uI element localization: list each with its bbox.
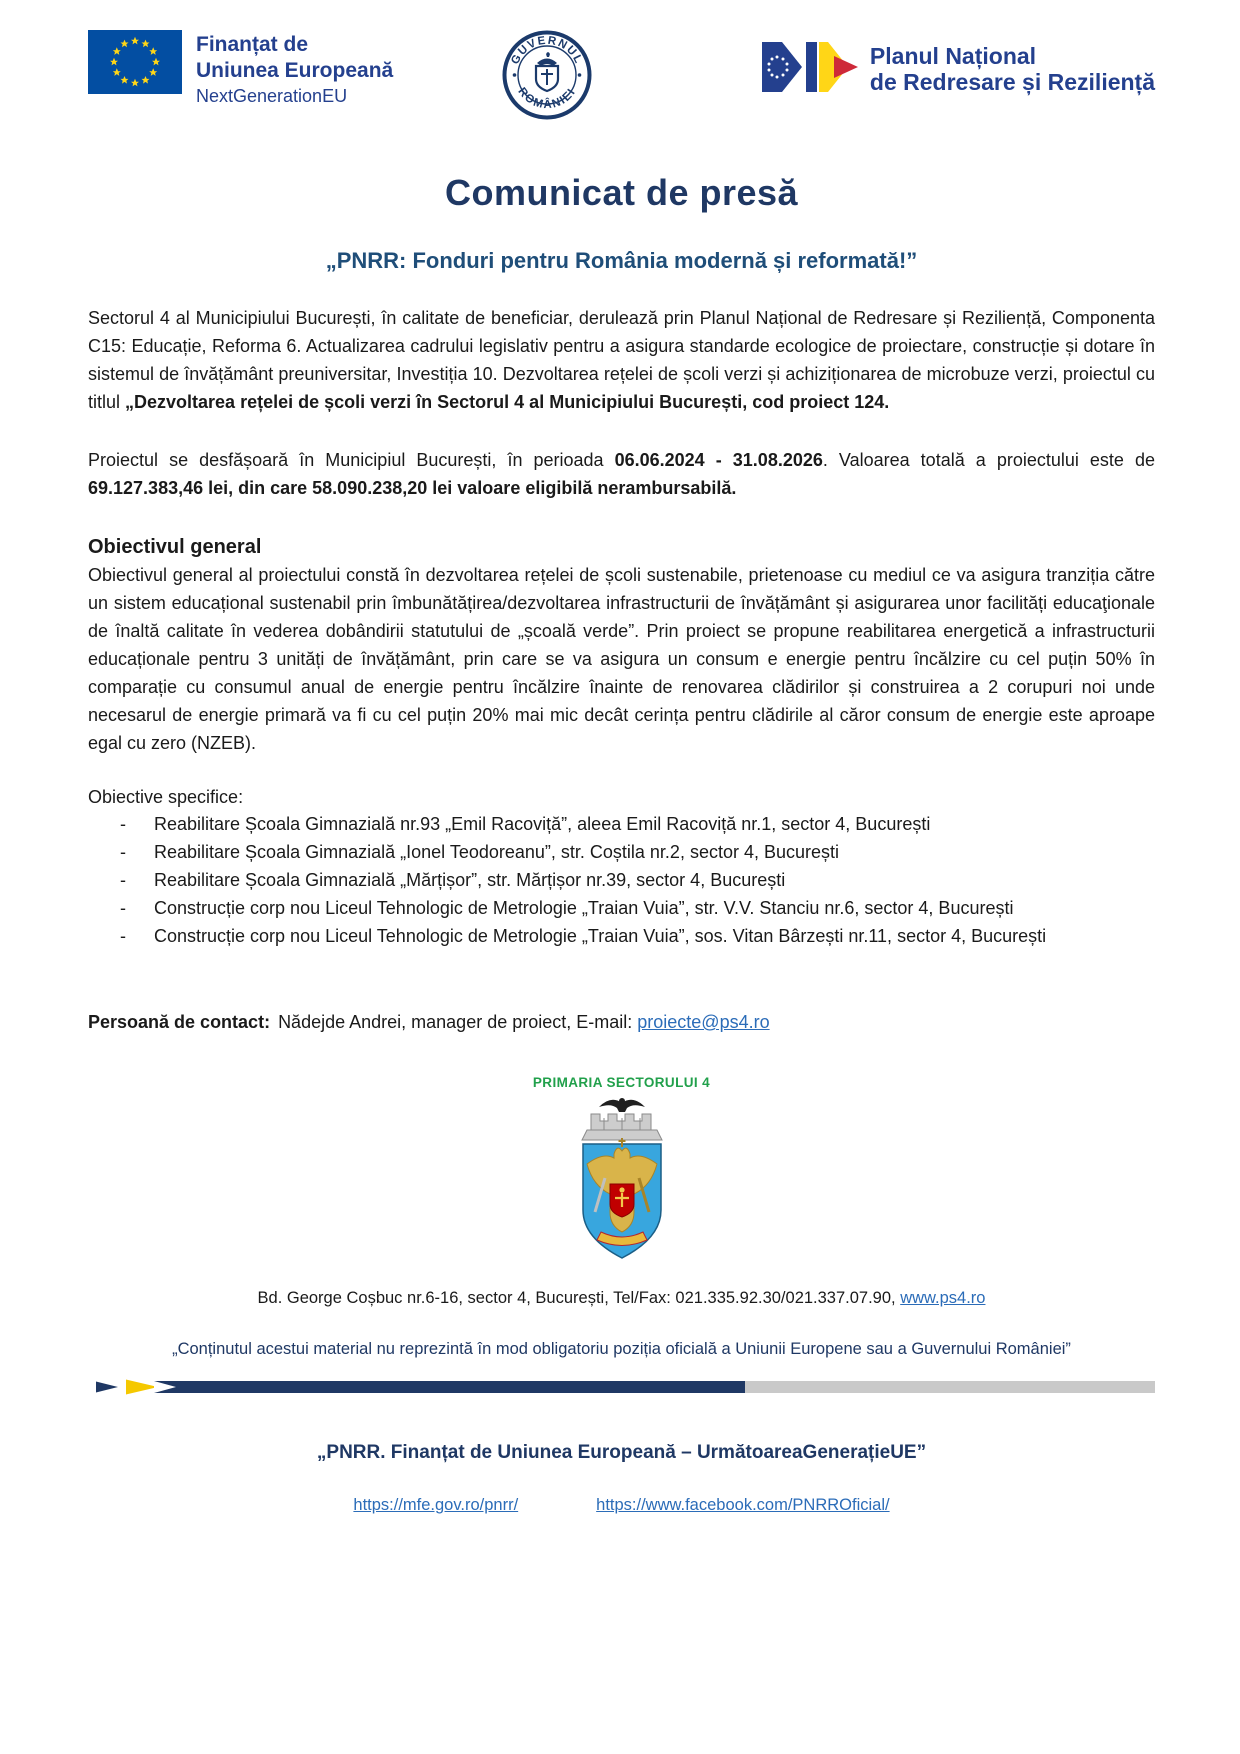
intro-text: Sectorul 4 al Municipiului București, în calitate de beneficiar, derulează prin Planul Național de Redresare și Reziliență, Componenta C15: Educație, Reforma 6. Actualizarea cadrului legislativ pentru a asigura standarde ecologice de proiectare, construcție și dotare în sistemul de învățământ preuniversitar, Investiția 10. Dezvoltarea rețelei de școli verzi și achiziționarea de microbuze verzi, proiectul cu titlul xyxy=(88,308,1155,412)
bullet-dash: - xyxy=(120,842,126,862)
intro-paragraph xyxy=(88,304,1155,416)
eu-logo-text xyxy=(196,30,393,108)
eu-logo-line1: Finanțat de xyxy=(196,33,309,56)
mfe-pnrr-link[interactable]: https://mfe.gov.ro/pnrr/ xyxy=(353,1496,519,1514)
bullet-dash: - xyxy=(120,870,126,890)
specific-objectives-heading: Obiective specifice: xyxy=(88,787,244,807)
contact-line xyxy=(88,1012,1155,1033)
pnrr-logo xyxy=(760,30,1155,103)
romanian-government-seal xyxy=(502,30,592,125)
footer-slogan: „PNRR. Finanțat de Uniunea Europeană – UrmătoareaGenerațieUE” xyxy=(316,1442,927,1463)
footer-links-row xyxy=(88,1496,1155,1515)
project-period: 06.06.2024 - 31.08.2026 xyxy=(614,450,823,470)
pnrr-logo-line1: Planul Național xyxy=(869,42,1037,69)
ps4-website-link[interactable]: www.ps4.ro xyxy=(900,1289,986,1307)
gov-seal-top-text: GUVERNUL xyxy=(508,34,585,67)
objective-item-text: Construcție corp nou Liceul Tehnologic de Metrologie „Traian Vuia”, str. V.V. Stanciu nr.6, sector 4, București xyxy=(154,898,1014,918)
pnrr-arrows-icon xyxy=(760,36,860,103)
general-objective-paragraph: Obiectivul general al proiectului constă în dezvoltarea rețelei de școli sustenabile, prietenoase cu mediul ce va asigura tranziția către un sistem educațional sustenabil prin îmbunătățirea/dezvoltarea infrastructurii de învățământ și asigurarea unor facilități educaţionale de înaltă calitate în vederea dobândirii statutului de „școală verde”. Prin proiect se propune reabilitarea energetică a infrastructurii educaționale pentru 3 unități de învățământ, prin care se va asigura un consum e energie pentru încălzire cu cel puțin 50% în comparație cu consumul anual de energie pentru încălzire înainte de renovarea clădirilor și construirea a 2 corupuri noi unde necesarul de energie primară va fi cu cel puțin 20% mai mic decât cerința pentru clădirile al căror consum de energie este aproape egal cu zero (NZEB). xyxy=(88,565,1155,753)
eu-flag-icon xyxy=(88,30,182,99)
contact-email-link[interactable]: proiecte@ps4.ro xyxy=(637,1012,770,1032)
eu-funding-logo xyxy=(88,30,393,108)
gov-seal-bottom-text: ROMÂNIEI xyxy=(514,85,579,112)
list-item xyxy=(88,894,1155,922)
pnrr-logo-line2: de Redresare și Reziliență xyxy=(869,68,1155,95)
bullet-dash: - xyxy=(120,926,126,946)
general-objective-heading: Obiectivul general xyxy=(88,536,262,558)
objective-item-text: Reabilitare Școala Gimnazială „Ionel Teodoreanu”, str. Coștila nr.2, sector 4, București xyxy=(154,842,840,862)
contact-text: Nădejde Andrei, manager de proiect, E-mail: xyxy=(278,1012,638,1032)
objective-item-text: Reabilitare Școala Gimnazială „Mărțișor”, str. Mărțișor nr.39, sector 4, București xyxy=(154,870,786,890)
intro-project-title: „Dezvoltarea rețelei de școli verzi în Sectorul 4 al Municipiului București, cod proiect 124. xyxy=(125,392,890,412)
header-logo-row xyxy=(88,30,1155,126)
pnrr-decorative-bar xyxy=(88,1379,1155,1400)
address-line xyxy=(88,1289,1155,1308)
page-subtitle: „PNRR: Fonduri pentru România modernă și reformată!” xyxy=(325,248,918,273)
eu-logo-line3: NextGenerationEU xyxy=(196,86,348,107)
disclaimer-text: „Conținutul acestui material nu reprezintă în mod obligatoriu poziția oficială a Uniunii Europene sau a Guvernului României” xyxy=(172,1340,1071,1358)
period-text-1: Proiectul se desfășoară în Municipiul București, în perioada xyxy=(88,450,615,470)
list-item xyxy=(88,922,1155,950)
sector4-emblem-block xyxy=(88,1075,1155,1267)
facebook-pnrr-link[interactable]: https://www.facebook.com/PNRROficial/ xyxy=(596,1496,890,1514)
sector4-coat-of-arms xyxy=(88,1094,1155,1267)
project-value: 69.127.383,46 lei, din care 58.090.238,20 lei valoare eligibilă nerambursabilă. xyxy=(88,478,737,498)
contact-label: Persoană de contact: xyxy=(88,1012,271,1032)
address-text: Bd. George Coșbuc nr.6-16, sector 4, București, Tel/Fax: 021.335.92.30/021.337.07.90, xyxy=(257,1289,901,1307)
objective-item-text: Reabilitare Școala Gimnazială nr.93 „Emil Racoviță”, aleea Emil Racoviță nr.1, sector 4, București xyxy=(154,814,931,834)
bullet-dash: - xyxy=(120,898,126,918)
objective-item-text: Construcție corp nou Liceul Tehnologic de Metrologie „Traian Vuia”, sos. Vitan Bârzești nr.11, sector 4, București xyxy=(154,926,1047,946)
period-paragraph xyxy=(88,446,1155,502)
list-item xyxy=(88,810,1155,838)
eu-logo-line2: Uniunea Europeană xyxy=(196,58,394,82)
list-item xyxy=(88,838,1155,866)
page-title: Comunicat de presă xyxy=(444,172,799,213)
sector4-emblem-title: PRIMARIA SECTORULUI 4 xyxy=(532,1075,711,1090)
period-text-2: . Valoarea totală a proiectului este de xyxy=(822,450,1155,470)
specific-objectives-list xyxy=(88,810,1155,950)
bullet-dash: - xyxy=(120,814,126,834)
list-item xyxy=(88,866,1155,894)
pnrr-logo-text xyxy=(870,44,1155,96)
